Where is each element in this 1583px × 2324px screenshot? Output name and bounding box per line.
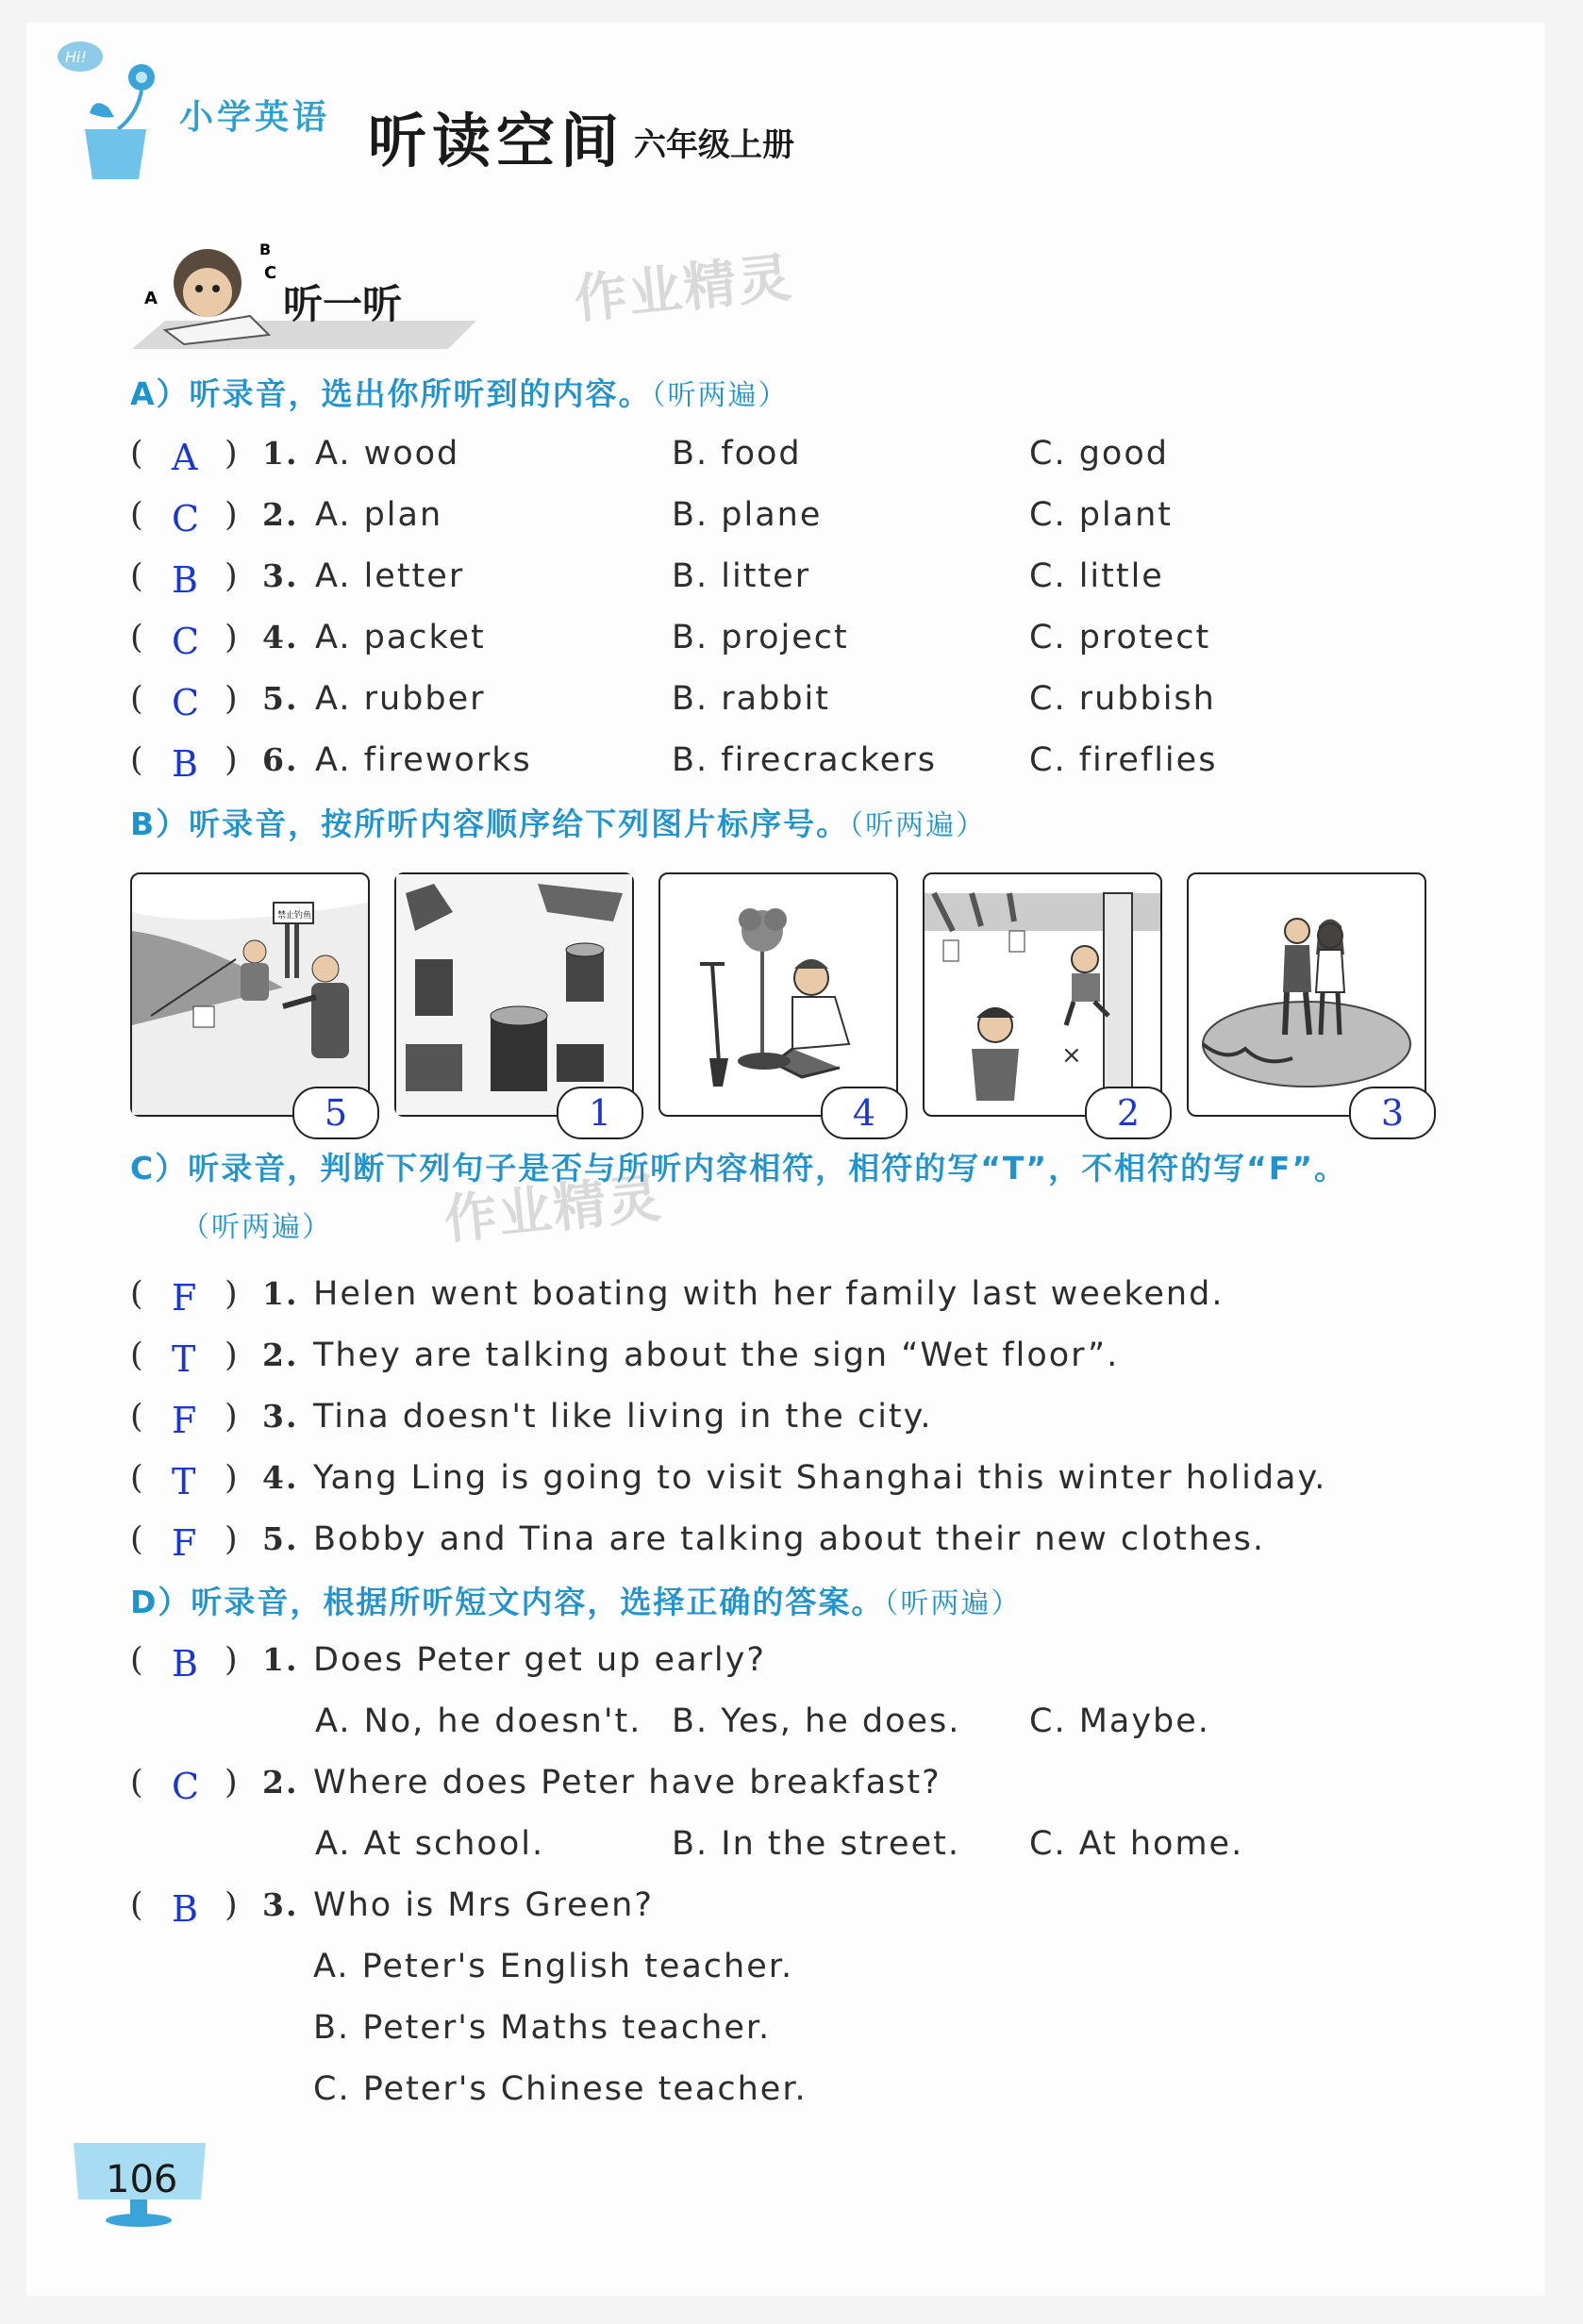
- item-number: 3.: [262, 557, 299, 594]
- grade-label: 六年级上册: [634, 126, 794, 164]
- answer-mark: T: [172, 1461, 198, 1502]
- no-fishing-sign: 禁止钓鱼: [277, 911, 312, 921]
- option-a: A. letter: [315, 557, 465, 595]
- option-b: B. Peter's Maths teacher.: [313, 2009, 772, 2047]
- part-c-title: [130, 1144, 1347, 1188]
- option-c: C. At home.: [1029, 1825, 1244, 1863]
- page-number: 106: [106, 2158, 178, 2201]
- answer-mark: B: [172, 743, 200, 785]
- item-number: 1.: [262, 1641, 299, 1678]
- logo-text: Hi!: [65, 48, 87, 66]
- svg-text:B: B: [259, 241, 272, 258]
- option-c: C. good: [1029, 435, 1169, 473]
- sequence-badge: 1: [557, 1087, 643, 1139]
- part-a-note: （听两遍）: [651, 379, 789, 412]
- option-a: A. Peter's English teacher.: [313, 1948, 794, 1985]
- statement: They are talking about the sign “Wet floor”.: [313, 1336, 1120, 1374]
- couple-on-island-icon: [1189, 874, 1425, 1115]
- part-b-instruction: B）听录音，按所听内容顺序给下列图片标序号。: [130, 805, 850, 842]
- answer-mark: C: [172, 498, 202, 540]
- option-c: C. rubbish: [1029, 680, 1216, 718]
- item-number: 4.: [262, 1459, 299, 1496]
- book-title: 听读空间: [368, 107, 625, 175]
- item-number: 1.: [262, 435, 299, 472]
- part-d-title: [130, 1578, 1021, 1622]
- item-number: 6.: [262, 741, 299, 778]
- item-number: 5.: [262, 680, 299, 717]
- answer-mark: F: [172, 1400, 199, 1441]
- option-b: B. Yes, he does.: [672, 1702, 961, 1740]
- section-title: 听一听: [283, 281, 403, 327]
- option-a: A. No, he doesn't.: [315, 1702, 642, 1740]
- option-b: B. project: [672, 619, 849, 656]
- option-c: C. Peter's Chinese teacher.: [313, 2070, 808, 2108]
- question-text: Who is Mrs Green?: [313, 1886, 654, 1924]
- statement: Bobby and Tina are talking about their new clothes.: [313, 1520, 1266, 1558]
- svg-text:×: ×: [1061, 1041, 1082, 1070]
- picture-cut-forest: [394, 872, 634, 1134]
- item-number: 3.: [262, 1398, 299, 1435]
- part-c-note: （听两遍）: [181, 1211, 332, 1244]
- answer-mark: B: [172, 559, 200, 601]
- option-b: B. plane: [672, 496, 823, 534]
- part-c-instruction: C）听录音，判断下列句子是否与所听内容相符，相符的写“T”，不相符的写“F”。: [130, 1150, 1348, 1187]
- answer-mark: C: [172, 1766, 202, 1807]
- answer-mark: F: [172, 1522, 199, 1564]
- option-c: C. protect: [1029, 619, 1211, 656]
- option-a: A. At school.: [315, 1825, 545, 1863]
- picture-no-fishing: [130, 872, 370, 1134]
- item-number: 2.: [262, 1764, 299, 1801]
- option-c: C. Maybe.: [1029, 1702, 1210, 1740]
- answer-mark: B: [172, 1643, 200, 1685]
- sequence-badge: 3: [1349, 1087, 1436, 1139]
- picture-planting-tree: [658, 872, 898, 1134]
- item-number: 4.: [262, 619, 299, 656]
- item-number: 1.: [262, 1275, 299, 1312]
- item-number: 3.: [262, 1886, 299, 1923]
- boy-planting-icon: [660, 874, 896, 1115]
- question-text: Where does Peter have breakfast?: [313, 1764, 941, 1801]
- part-a-title: [130, 370, 789, 414]
- tree-stumps-icon: [396, 874, 632, 1115]
- series-name: 小学英语: [179, 98, 331, 137]
- item-number: 5.: [262, 1520, 299, 1557]
- option-c: C. fireflies: [1029, 741, 1218, 779]
- option-a: A. fireworks: [315, 741, 532, 779]
- option-b: B. In the street.: [672, 1825, 960, 1863]
- statement: Tina doesn't like living in the city.: [313, 1398, 933, 1436]
- option-b: B. rabbit: [672, 680, 830, 718]
- answer-mark: A: [172, 437, 200, 478]
- statement: Helen went boating with her family last weekend.: [313, 1275, 1225, 1313]
- option-b: B. firecrackers: [672, 741, 937, 779]
- watermark: 作业精灵: [571, 247, 796, 331]
- question-text: Does Peter get up early?: [313, 1641, 766, 1679]
- sequence-badge: 4: [821, 1087, 908, 1139]
- sequence-badge: 2: [1085, 1087, 1172, 1139]
- option-b: B. food: [672, 435, 802, 473]
- option-a: A. rubber: [315, 680, 486, 718]
- answer-mark: C: [172, 682, 202, 723]
- boy-climbing-tree-icon: [925, 874, 1160, 1115]
- option-b: B. litter: [672, 557, 811, 595]
- picture-climbing-tree: [923, 872, 1162, 1134]
- item-number: 2.: [262, 1336, 299, 1373]
- option-c: C. little: [1029, 557, 1164, 595]
- statement: Yang Ling is going to visit Shanghai this winter holiday.: [313, 1459, 1327, 1497]
- answer-mark: F: [172, 1277, 199, 1319]
- option-a: A. packet: [315, 619, 486, 656]
- flower-pot-logo-icon: [52, 40, 165, 181]
- answer-mark: T: [172, 1338, 198, 1380]
- answer-mark: B: [172, 1888, 200, 1930]
- part-d-note: （听两遍）: [884, 1587, 1022, 1620]
- sequence-badge: 5: [292, 1087, 379, 1139]
- part-b-note: （听两遍）: [849, 809, 987, 842]
- part-a-instruction: A）听录音，选出你所听到的内容。: [130, 375, 652, 412]
- svg-text:C: C: [264, 263, 277, 283]
- item-number: 2.: [262, 496, 299, 533]
- fishing-scene-icon: [132, 874, 368, 1115]
- picture-rubbish-island: [1187, 872, 1426, 1134]
- option-c: C. plant: [1029, 496, 1173, 534]
- answer-mark: C: [172, 621, 202, 662]
- watermark: 作业精灵: [441, 1168, 666, 1252]
- option-a: A. plan: [315, 496, 443, 534]
- option-a: A. wood: [315, 435, 460, 473]
- part-d-instruction: D）听录音，根据所听短文内容，选择正确的答案。: [130, 1584, 885, 1620]
- part-b-title: [130, 800, 986, 844]
- svg-text:A: A: [144, 289, 158, 308]
